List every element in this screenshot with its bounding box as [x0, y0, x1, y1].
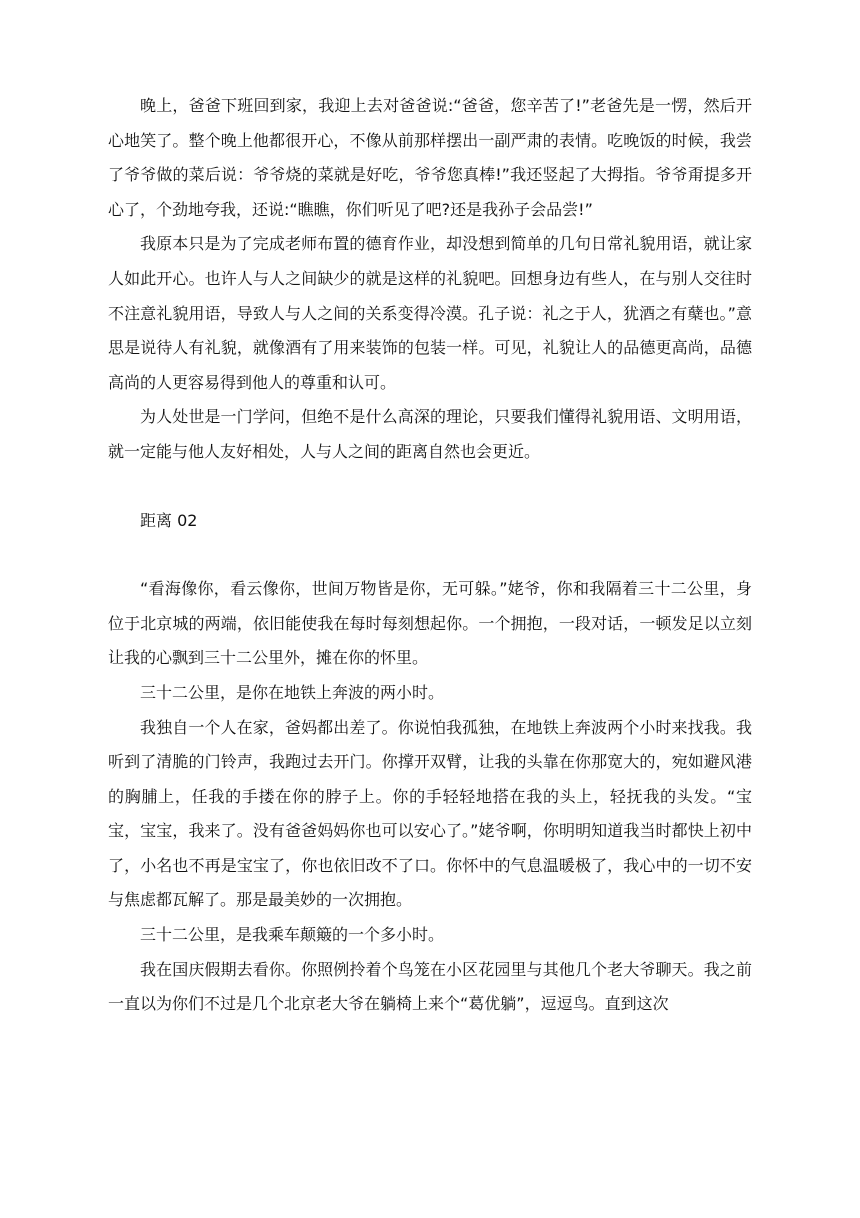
- document-body: [108, 89, 752, 1022]
- paragraph: 三十二公里，是我乘车颠簸的一个多小时。: [140, 925, 445, 945]
- paragraph: 我在国庆假期去看你。你照例拎着个鸟笼在小区花园里与其他几个老大爷聊天。我之前一直以为你们不过是几个北京老大爷在躺椅上来个“葛优躺”，逗逗鸟。直到这次: [108, 959, 752, 1014]
- section-heading: 距离 02: [140, 510, 198, 530]
- paragraph: 晚上，爸爸下班回到家，我迎上去对爸爸说:“爸爸，您辛苦了!”老爸先是一愣，然后开心地笑了。整个晚上他都很开心，不像从前那样摆出一副严肃的表情。吃晚饭的时候，我尝了爷爷做的菜后说：爷爷烧的菜就是好吃，爷爷您真棒!”我还竖起了大拇指。爷爷甭提多开心了，个劲地夸我，还说:“瞧瞧，你们听见了吧?还是我孙子会品尝!”: [108, 96, 752, 219]
- paragraph: 我独自一个人在家，爸妈都出差了。你说怕我孤独，在地铁上奔波两个小时来找我。我听到了清脆的门铃声，我跑过去开门。你撑开双臂，让我的头靠在你那宽大的，宛如避风港的胸脯上，任我的手搂在你的脖子上。你的手轻轻地搭在我的头上，轻抚我的头发。“宝宝，宝宝，我来了。没有爸爸妈妈你也可以安心了。”姥爷啊，你明明知道我当时都快上初中了，小名也不再是宝宝了，你也依旧改不了口。你怀中的气息温暖极了，我心中的一切不安与焦虑都瓦解了。那是最美妙的一次拥抱。: [108, 717, 752, 910]
- paragraph: 为人处世是一门学问，但绝不是什么高深的理论，只要我们懂得礼貌用语、文明用语，就一定能与他人友好相处，人与人之间的距离自然也会更近。: [108, 407, 752, 461]
- paragraph: “看海像你，看云像你，世间万物皆是你，无可躲。”姥爷，你和我隔着三十二公里，身位于北京城的两端，依旧能使我在每时每刻想起你。一个拥抱，一段对话，一顿发足以立刻让我的心飘到三十二公里外，摊在你的怀里。: [108, 579, 752, 668]
- paragraph: 我原本只是为了完成老师布置的德育作业，却没想到简单的几句日常礼貌用语，就让家人如此开心。也许人与人之间缺少的就是这样的礼貌吧。回想身边有些人，在与别人交往时不注意礼貌用语，导致人与人之间的关系变得冷漠。孔子说：礼之于人，犹酒之有蘖也。”意思是说待人有礼貌，就像酒有了用来装饰的包装一样。可见，礼貌让人的品德更高尚，品德高尚的人更容易得到他人的尊重和认可。: [108, 234, 752, 392]
- paragraph: 三十二公里，是你在地铁上奔波的两小时。: [140, 682, 445, 702]
